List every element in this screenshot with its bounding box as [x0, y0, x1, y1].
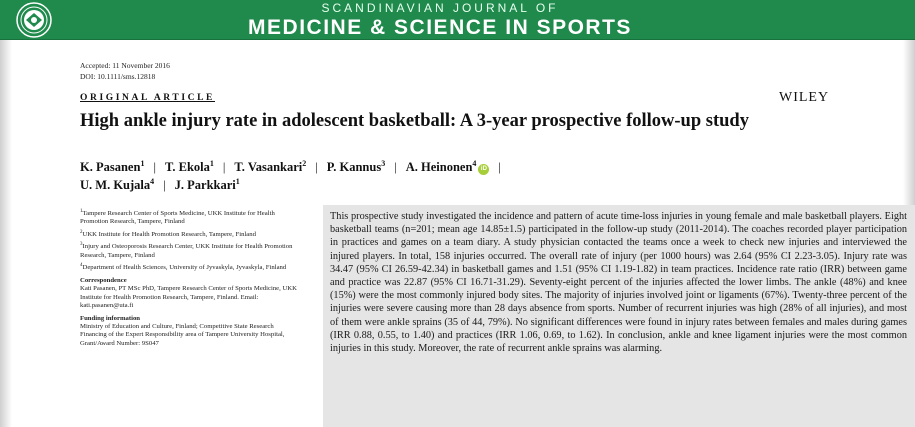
affiliation-item: $^3$Injury and Osteoporosis Research Center, UKK Institute for Health Promotion Research, Tampere, Finland — [80, 242, 293, 259]
orcid-icon[interactable]: iD — [478, 164, 489, 175]
author-name[interactable]: T. Ekola$^1$ — [164, 158, 214, 174]
journal-name-line1: SCANDINAVIAN JOURNAL OF — [321, 1, 559, 15]
doi-link[interactable]: DOI: 10.1111/sms.12818 — [80, 72, 156, 81]
affiliation-item: $^1$Tampere Research Center of Sports Medicine, UKK Institute for Health Promotion Research, Tampere, Finland — [80, 209, 275, 226]
funding-heading: Funding information — [80, 314, 141, 322]
journal-emblem-icon — [14, 1, 54, 39]
accepted-date: Accepted: 11 November 2016 — [80, 61, 170, 70]
author-name[interactable]: P. Kannus$^3$ — [326, 158, 386, 174]
correspondence-text: Kati Pasanen, PT MSc PhD, Tampere Research Center of Sports Medicine, UKK Institute for Health Promotion Research, Tampere, Finland. Email: kati.pasanen@uta.fi — [80, 285, 297, 309]
correspondence-heading: Correspondence — [80, 277, 127, 285]
journal-name[interactable] — [230, 2, 650, 38]
journal-banner — [0, 0, 915, 40]
funding-text: Ministry of Education and Culture, Finland; Competitive State Research Financing of the Expert Responsibility area of Tampere University Hospital, Grant/Award Number: 9S047 — [80, 323, 285, 347]
article-type-label: ORIGINAL ARTICLE — [80, 93, 215, 103]
publisher-logo: WILEY — [779, 90, 830, 105]
affiliations-sidebar — [80, 208, 302, 350]
author-name[interactable]: J. Parkkari$^1$ — [174, 176, 240, 192]
author-name[interactable]: U. M. Kujala$^4$ — [80, 176, 155, 192]
article-title: High ankle injury rate in adolescent basketball: A 3-year prospective follow-up study — [80, 111, 749, 131]
author-list: K. Pasanen$^1$ | T. Ekola$^1$ | T. Vasankari$^2$ | P. Kannus$^3$ | A. Heinonen$^4$iD | U. M. Kujala$^4$ | J. Parkkari$^1$ — [80, 158, 501, 192]
page-shadow-left — [0, 40, 12, 427]
author-name[interactable]: K. Pasanen$^1$ — [80, 158, 145, 174]
abstract-box: This prospective study investigated the incidence and pattern of acute time-loss injuries in young female and male basketball players. Eight basketball teams (n=201; mean age 14.85±1.5) participated in the follow-up study (2011-2014). The coaches recorded player participation in practices and games on a team diary. A study physician contacted the teams once a week to check new injuries and interviewed the injured players. In total, 158 injuries occurred. The overall rate of injury (per 1000 hours) was 2.64 (95% CI 2.23-3.05). Injury rate was 34.47 (95% CI 26.59-42.34) in basketball games and 1.51 (95% CI 1.19-1.82) in team practices. Incidence rate ratio (IRR) between game and practice was 22.87 (95% CI 16.71-31.29). Seventy-eight percent of the injuries affected the lower limbs. The ankle (48%) and knee (15%) were the most commonly injured body sites. The majority of injuries involved joint or ligaments (67%). Twenty-three percent of the injuries were severe causing more than 28 days absence from sports. Number of recurrent injuries was high (28% of all injuries), and most of them were ankle sprains (35 of 44, 79%). No significant differences were found in injury rates between females and males during games (IRR 0.88, 0.55, to 1.40) and practices (IRR 1.06, 0.69, to 1.62). In conclusion, ankle and knee ligament injuries were the most common injuries in this study. Moreover, the rate of recurrent ankle sprains was alarming. — [323, 205, 915, 427]
journal-name-line2: MEDICINE & SCIENCE IN SPORTS — [248, 16, 632, 39]
author-name[interactable]: A. Heinonen$^4$ — [405, 158, 477, 174]
affiliation-item: $^4$Department of Health Sciences, University of Jyvaskyla, Jyvaskyla, Finland — [80, 262, 287, 271]
author-name[interactable]: T. Vasankari$^2$ — [234, 158, 307, 174]
affiliation-item: $^2$UKK Institute for Health Promotion Research, Tampere, Finland — [80, 229, 256, 238]
